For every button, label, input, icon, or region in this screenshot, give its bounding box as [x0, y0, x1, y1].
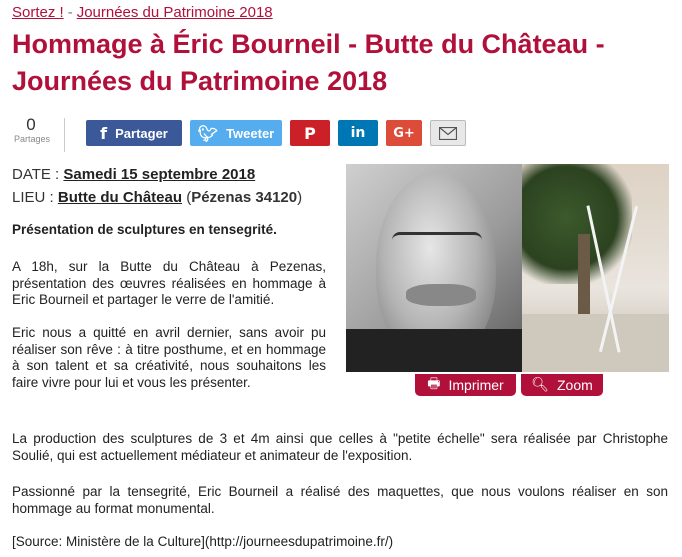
pinterest-icon: P [304, 123, 316, 143]
breadcrumb-current-link[interactable]: Journées du Patrimoine 2018 [76, 4, 273, 21]
body-paragraph: La production des sculptures de 3 et 4m ainsi que celles à "petite échelle" sera réalisée par Christophe Soulié, qui est actuellement médiateur et animateur de l'exposition. [12, 431, 668, 463]
print-label: Imprimer [448, 377, 504, 393]
printer-icon: 🖶 [427, 376, 441, 392]
sculpture-photo [522, 164, 669, 372]
googleplus-share-button[interactable] [386, 120, 422, 146]
share-divider [64, 118, 65, 152]
body-paragraph: Eric nous a quitté en avril dernier, sans avoir pu réaliser son rêve : à titre posthume, et en hommage à son talent et sa créativité, nous souhaitons les faire vivre pour lui et vous les présenter. [12, 325, 326, 390]
facebook-share-button[interactable] [86, 120, 182, 146]
source-paragraph: [Source: Ministère de la Culture](http://journeesdupatrimoine.fr/) [12, 534, 394, 549]
share-counter [14, 115, 51, 144]
share-count-value: 0 [26, 115, 36, 134]
date-link[interactable]: Samedi 15 septembre 2018 [63, 166, 256, 183]
zoom-button[interactable] [521, 374, 603, 396]
date-label: DATE : [12, 166, 60, 183]
facebook-icon: f [100, 123, 108, 143]
twitter-icon: 🐦︎ [197, 123, 219, 143]
magnifier-icon: 🔍︎ [531, 377, 549, 393]
event-date [12, 166, 255, 183]
print-button[interactable] [415, 374, 516, 396]
zoom-label: Zoom [556, 377, 593, 393]
body-paragraph: A 18h, sur la Butte du Château à Pezenas, présentation des œuvres réalisées en hommage à Eric Bourneil et partager le verre de l'amitié. [12, 259, 326, 307]
googleplus-icon: G+ [393, 125, 415, 141]
email-share-button[interactable] [430, 120, 466, 146]
breadcrumb [12, 4, 273, 21]
event-photo[interactable] [346, 164, 669, 372]
breadcrumb-separator: - [67, 4, 73, 21]
share-count-label: Partages [14, 134, 51, 144]
intro-paragraph: Présentation de sculptures en tensegrité. [12, 222, 277, 237]
twitter-share-button[interactable] [190, 120, 282, 146]
linkedin-share-button[interactable] [338, 120, 378, 146]
facebook-share-label: Partager [115, 125, 168, 141]
body-paragraph: Passionné par la tensegrité, Eric Bourneil a réalisé des maquettes, que nous voulons réaliser en son hommage au format monumental. [12, 484, 668, 516]
portrait-photo [346, 164, 522, 372]
lieu-link[interactable]: Butte du Château [57, 189, 183, 206]
twitter-share-label: Tweeter [226, 125, 275, 141]
linkedin-icon: in [350, 125, 366, 141]
breadcrumb-root-link[interactable]: Sortez ! [12, 4, 64, 21]
page-title: Hommage à Éric Bourneil - Butte du Château - Journées du Patrimoine 2018 [12, 29, 605, 96]
pinterest-share-button[interactable] [290, 120, 330, 146]
email-icon [439, 127, 457, 140]
lieu-city: Pézenas 34120 [191, 189, 298, 206]
event-location: LIEU : Butte du Château (Pézenas 34120) [12, 189, 303, 206]
lieu-label: LIEU : [12, 189, 54, 206]
